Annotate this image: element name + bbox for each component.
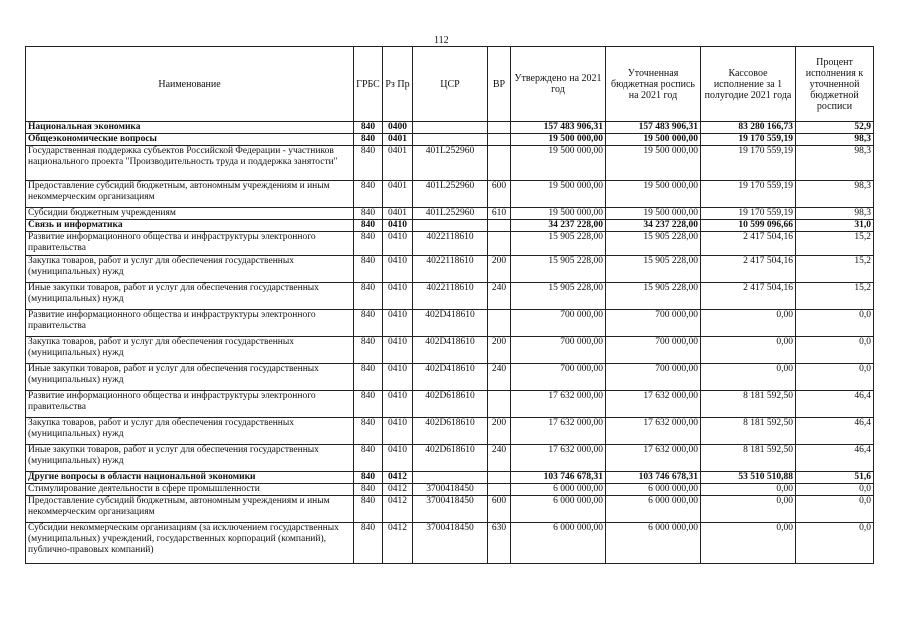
row-rzpr: 0410 <box>383 418 413 445</box>
row-vr <box>488 472 511 484</box>
row-rzpr: 0412 <box>383 484 413 496</box>
row-csr: 402D618610 <box>413 391 488 418</box>
row-cash: 19 170 559,19 <box>701 146 796 181</box>
row-grbs: 840 <box>354 364 383 391</box>
row-grbs: 840 <box>354 391 383 418</box>
row-approved: 19 500 000,00 <box>511 181 606 208</box>
row-name: Иные закупки товаров, работ и услуг для обеспечения государственных (муниципальных) нужд <box>26 364 354 391</box>
row-percent: 98,3 <box>796 134 874 146</box>
row-refined: 15 905 228,00 <box>606 256 701 283</box>
row-cash: 19 170 559,19 <box>701 208 796 220</box>
table-row <box>26 256 874 283</box>
header-cash: Кассовое исполнение за 1 полугодие 2021 года <box>701 47 796 122</box>
row-percent: 52,9 <box>796 122 874 134</box>
row-rzpr: 0401 <box>383 181 413 208</box>
row-name: Государственная поддержка субъектов Российской Федерации - участников национального проекта "Производительность труда и поддержка занятости" <box>26 146 354 181</box>
row-vr: 600 <box>488 496 511 523</box>
row-percent: 46,4 <box>796 445 874 472</box>
row-approved: 103 746 678,31 <box>511 472 606 484</box>
table-row <box>26 310 874 337</box>
row-grbs: 840 <box>354 220 383 232</box>
header-percent: Процент исполнения к уточненной бюджетной росписи <box>796 47 874 122</box>
row-approved: 6 000 000,00 <box>511 523 606 564</box>
row-csr <box>413 134 488 146</box>
row-csr: 402D618610 <box>413 418 488 445</box>
table-row <box>26 337 874 364</box>
row-cash: 0,00 <box>701 496 796 523</box>
row-rzpr: 0410 <box>383 232 413 256</box>
row-approved: 17 632 000,00 <box>511 418 606 445</box>
row-approved: 157 483 906,31 <box>511 122 606 134</box>
table-row <box>26 364 874 391</box>
row-grbs: 840 <box>354 337 383 364</box>
row-csr: 402D418610 <box>413 310 488 337</box>
row-approved: 15 905 228,00 <box>511 283 606 310</box>
row-refined: 17 632 000,00 <box>606 418 701 445</box>
header-vr: ВР <box>488 47 511 122</box>
row-name: Предоставление субсидий бюджетным, автономным учреждениям и иным некоммерческим организациям <box>26 181 354 208</box>
budget-table <box>25 46 874 564</box>
row-refined: 103 746 678,31 <box>606 472 701 484</box>
row-name: Иные закупки товаров, работ и услуг для обеспечения государственных (муниципальных) нужд <box>26 445 354 472</box>
row-approved: 15 905 228,00 <box>511 256 606 283</box>
row-cash: 83 280 166,73 <box>701 122 796 134</box>
header-rzpr: Рз Пр <box>383 47 413 122</box>
row-approved: 19 500 000,00 <box>511 134 606 146</box>
row-approved: 17 632 000,00 <box>511 391 606 418</box>
row-cash: 53 510 510,88 <box>701 472 796 484</box>
row-csr: 4022118610 <box>413 283 488 310</box>
row-name: Иные закупки товаров, работ и услуг для обеспечения государственных (муниципальных) нужд <box>26 283 354 310</box>
row-name: Субсидии некоммерческим организациям (за исключением государственных (муниципальных) учреждений, государственных корпораций (компаний), публично-правовых компаний) <box>26 523 354 564</box>
row-csr: 401L252960 <box>413 208 488 220</box>
row-name: Субсидии бюджетным учреждениям <box>26 208 354 220</box>
row-csr <box>413 472 488 484</box>
table-row <box>26 523 874 564</box>
row-refined: 157 483 906,31 <box>606 122 701 134</box>
row-grbs: 840 <box>354 496 383 523</box>
row-vr: 240 <box>488 364 511 391</box>
row-vr: 200 <box>488 418 511 445</box>
row-name: Закупка товаров, работ и услуг для обеспечения государственных (муниципальных) нужд <box>26 256 354 283</box>
row-cash: 2 417 504,16 <box>701 256 796 283</box>
row-vr <box>488 220 511 232</box>
row-approved: 34 237 228,00 <box>511 220 606 232</box>
row-cash: 10 599 096,66 <box>701 220 796 232</box>
table-row <box>26 445 874 472</box>
row-grbs: 840 <box>354 134 383 146</box>
row-vr: 240 <box>488 283 511 310</box>
row-csr <box>413 220 488 232</box>
row-grbs: 840 <box>354 310 383 337</box>
table-row <box>26 391 874 418</box>
row-vr <box>488 232 511 256</box>
row-name: Развитие информационного общества и инфраструктуры электронного правительства <box>26 310 354 337</box>
row-approved: 15 905 228,00 <box>511 232 606 256</box>
row-vr: 610 <box>488 208 511 220</box>
row-name: Общеэкономические вопросы <box>26 134 354 146</box>
row-grbs: 840 <box>354 122 383 134</box>
row-rzpr: 0410 <box>383 283 413 310</box>
row-rzpr: 0410 <box>383 337 413 364</box>
table-row <box>26 484 874 496</box>
row-grbs: 840 <box>354 232 383 256</box>
row-vr: 600 <box>488 181 511 208</box>
row-rzpr: 0400 <box>383 122 413 134</box>
row-rzpr: 0412 <box>383 523 413 564</box>
row-name: Закупка товаров, работ и услуг для обеспечения государственных (муниципальных) нужд <box>26 418 354 445</box>
row-cash: 0,00 <box>701 337 796 364</box>
row-approved: 19 500 000,00 <box>511 146 606 181</box>
row-vr: 240 <box>488 445 511 472</box>
row-cash: 0,00 <box>701 310 796 337</box>
row-grbs: 840 <box>354 208 383 220</box>
row-cash: 8 181 592,50 <box>701 418 796 445</box>
row-name: Стимулирование деятельности в сфере промышленности <box>26 484 354 496</box>
row-cash: 2 417 504,16 <box>701 232 796 256</box>
row-cash: 8 181 592,50 <box>701 391 796 418</box>
row-rzpr: 0410 <box>383 445 413 472</box>
row-refined: 6 000 000,00 <box>606 523 701 564</box>
table-row <box>26 232 874 256</box>
row-percent: 0,0 <box>796 523 874 564</box>
header-row <box>26 47 874 122</box>
row-approved: 6 000 000,00 <box>511 484 606 496</box>
row-name: Развитие информационного общества и инфраструктуры электронного правительства <box>26 391 354 418</box>
row-percent: 51,6 <box>796 472 874 484</box>
row-name: Другие вопросы в области национальной экономики <box>26 472 354 484</box>
row-csr: 401L252960 <box>413 146 488 181</box>
row-csr: 401L252960 <box>413 181 488 208</box>
row-refined: 15 905 228,00 <box>606 283 701 310</box>
row-vr <box>488 391 511 418</box>
table-row <box>26 146 874 181</box>
row-rzpr: 0410 <box>383 364 413 391</box>
row-vr: 200 <box>488 337 511 364</box>
table-row <box>26 418 874 445</box>
row-cash: 19 170 559,19 <box>701 134 796 146</box>
table-row <box>26 181 874 208</box>
row-name: Национальная экономика <box>26 122 354 134</box>
row-cash: 0,00 <box>701 523 796 564</box>
table-row <box>26 283 874 310</box>
row-csr: 3700418450 <box>413 496 488 523</box>
header-approved: Утверждено на 2021 год <box>511 47 606 122</box>
row-refined: 34 237 228,00 <box>606 220 701 232</box>
row-rzpr: 0412 <box>383 472 413 484</box>
row-percent: 46,4 <box>796 391 874 418</box>
row-grbs: 840 <box>354 181 383 208</box>
table-row <box>26 472 874 484</box>
row-percent: 98,3 <box>796 181 874 208</box>
row-refined: 19 500 000,00 <box>606 181 701 208</box>
row-grbs: 840 <box>354 283 383 310</box>
row-rzpr: 0410 <box>383 220 413 232</box>
row-csr: 4022118610 <box>413 232 488 256</box>
row-refined: 6 000 000,00 <box>606 496 701 523</box>
row-rzpr: 0401 <box>383 208 413 220</box>
table-row <box>26 122 874 134</box>
table-row <box>26 208 874 220</box>
row-refined: 19 500 000,00 <box>606 134 701 146</box>
row-grbs: 840 <box>354 418 383 445</box>
row-approved: 700 000,00 <box>511 364 606 391</box>
header-grbs: ГРБС <box>354 47 383 122</box>
row-percent: 98,3 <box>796 146 874 181</box>
row-cash: 0,00 <box>701 364 796 391</box>
row-refined: 700 000,00 <box>606 364 701 391</box>
row-name: Развитие информационного общества и инфраструктуры электронного правительства <box>26 232 354 256</box>
page-number: 112 <box>434 35 449 46</box>
row-percent: 0,0 <box>796 337 874 364</box>
row-rzpr: 0412 <box>383 496 413 523</box>
row-percent: 15,2 <box>796 232 874 256</box>
row-approved: 700 000,00 <box>511 337 606 364</box>
row-percent: 98,3 <box>796 208 874 220</box>
row-cash: 0,00 <box>701 484 796 496</box>
row-grbs: 840 <box>354 146 383 181</box>
table-row <box>26 134 874 146</box>
row-percent: 31,0 <box>796 220 874 232</box>
row-percent: 15,2 <box>796 256 874 283</box>
row-percent: 0,0 <box>796 496 874 523</box>
row-approved: 19 500 000,00 <box>511 208 606 220</box>
row-rzpr: 0410 <box>383 310 413 337</box>
row-csr: 402D618610 <box>413 445 488 472</box>
row-percent: 46,4 <box>796 418 874 445</box>
row-refined: 19 500 000,00 <box>606 146 701 181</box>
row-csr: 3700418450 <box>413 523 488 564</box>
row-grbs: 840 <box>354 445 383 472</box>
row-vr: 630 <box>488 523 511 564</box>
row-grbs: 840 <box>354 256 383 283</box>
row-rzpr: 0401 <box>383 146 413 181</box>
row-rzpr: 0410 <box>383 256 413 283</box>
row-name: Предоставление субсидий бюджетным, автономным учреждениям и иным некоммерческим организациям <box>26 496 354 523</box>
row-approved: 6 000 000,00 <box>511 496 606 523</box>
table-row <box>26 220 874 232</box>
row-percent: 0,0 <box>796 484 874 496</box>
row-approved: 17 632 000,00 <box>511 445 606 472</box>
row-name: Связь и информатика <box>26 220 354 232</box>
row-csr: 402D418610 <box>413 364 488 391</box>
row-cash: 8 181 592,50 <box>701 445 796 472</box>
row-refined: 700 000,00 <box>606 337 701 364</box>
header-refined: Уточненная бюджетная роспись на 2021 год <box>606 47 701 122</box>
row-vr <box>488 310 511 337</box>
row-csr <box>413 122 488 134</box>
row-grbs: 840 <box>354 523 383 564</box>
row-refined: 19 500 000,00 <box>606 208 701 220</box>
row-refined: 17 632 000,00 <box>606 445 701 472</box>
row-refined: 17 632 000,00 <box>606 391 701 418</box>
row-vr <box>488 484 511 496</box>
row-refined: 15 905 228,00 <box>606 232 701 256</box>
row-vr <box>488 146 511 181</box>
header-name: Наименование <box>26 47 354 122</box>
row-vr <box>488 134 511 146</box>
row-name: Закупка товаров, работ и услуг для обеспечения государственных (муниципальных) нужд <box>26 337 354 364</box>
row-csr: 402D418610 <box>413 337 488 364</box>
row-rzpr: 0410 <box>383 391 413 418</box>
row-csr: 3700418450 <box>413 484 488 496</box>
row-percent: 15,2 <box>796 283 874 310</box>
row-cash: 2 417 504,16 <box>701 283 796 310</box>
header-csr: ЦСР <box>413 47 488 122</box>
row-refined: 6 000 000,00 <box>606 484 701 496</box>
row-percent: 0,0 <box>796 364 874 391</box>
row-cash: 19 170 559,19 <box>701 181 796 208</box>
row-rzpr: 0401 <box>383 134 413 146</box>
row-grbs: 840 <box>354 472 383 484</box>
row-percent: 0,0 <box>796 310 874 337</box>
row-refined: 700 000,00 <box>606 310 701 337</box>
row-grbs: 840 <box>354 484 383 496</box>
row-csr: 4022118610 <box>413 256 488 283</box>
row-vr: 200 <box>488 256 511 283</box>
table-row <box>26 496 874 523</box>
row-vr <box>488 122 511 134</box>
row-approved: 700 000,00 <box>511 310 606 337</box>
